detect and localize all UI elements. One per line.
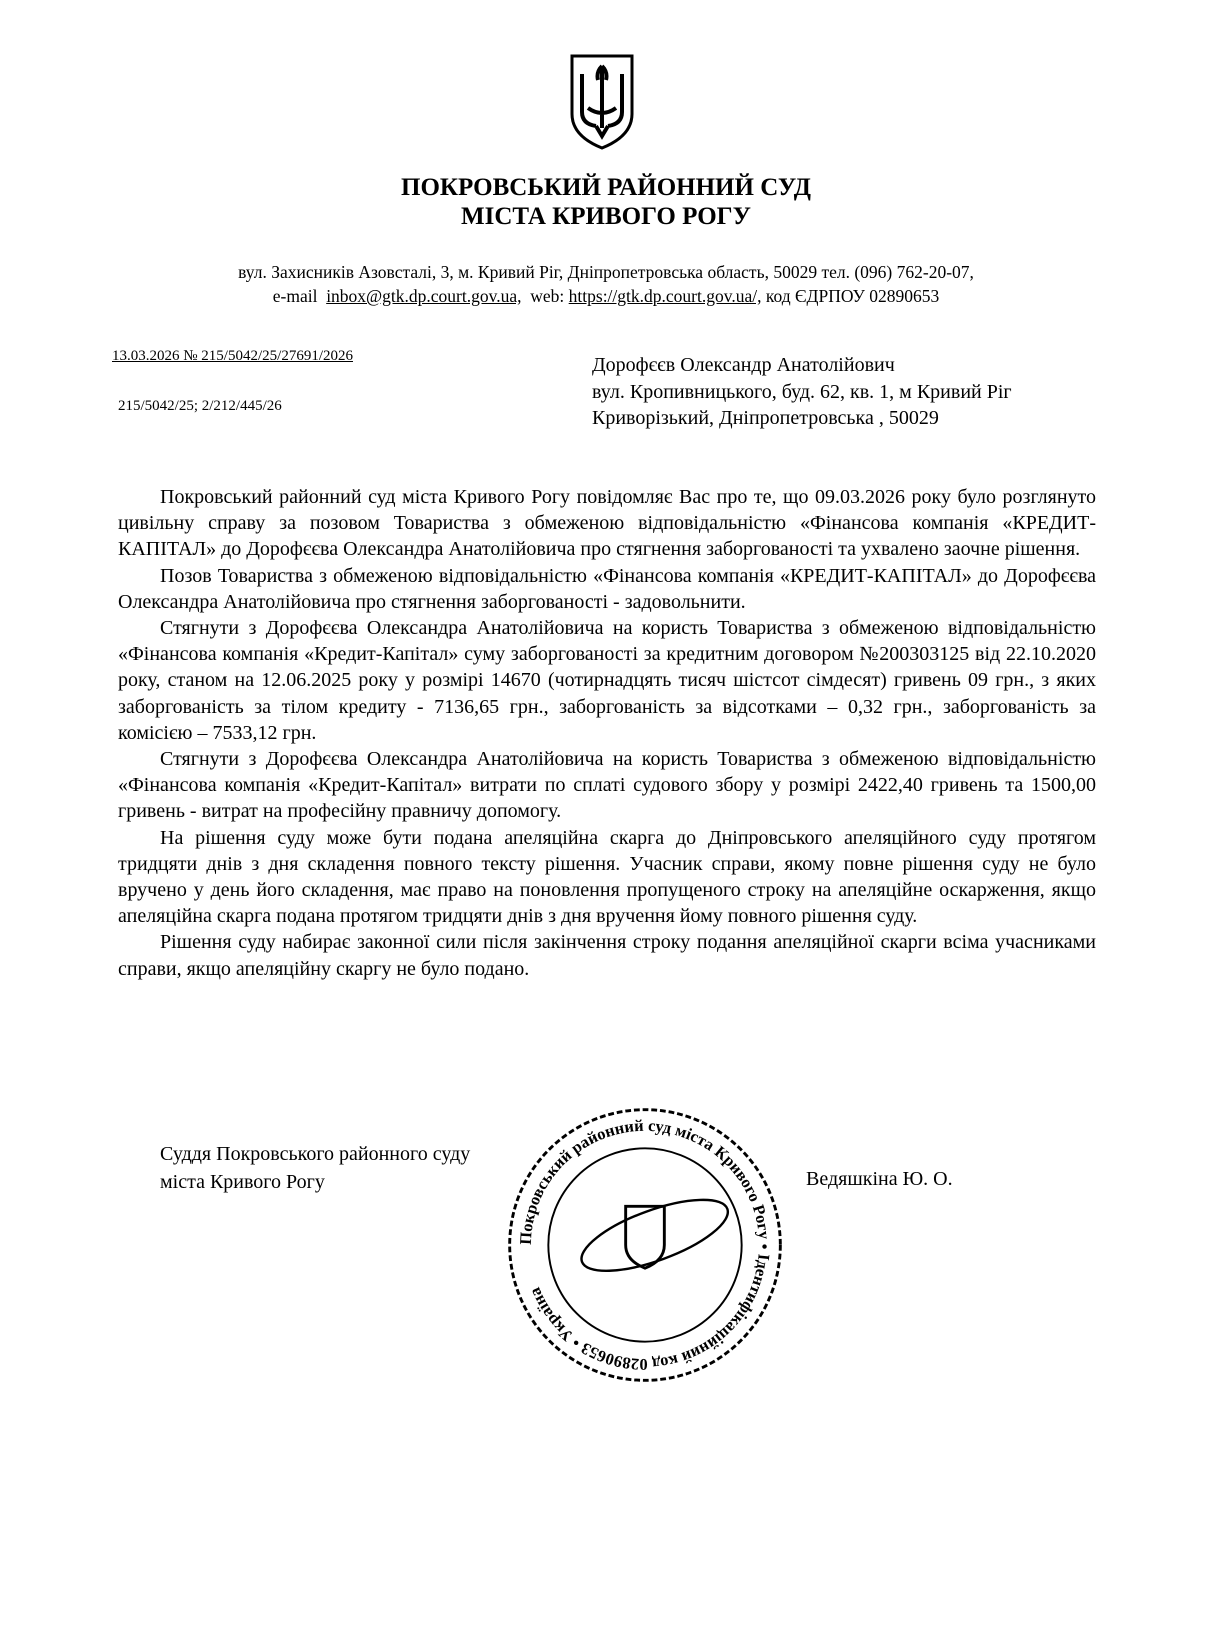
court-name-line1: ПОКРОВСЬКИЙ РАЙОННИЙ СУД [401, 174, 811, 201]
trident-emblem-icon [566, 52, 638, 152]
stamp-text: Покровський районний суд міста Кривого Рогу • Ідентифікаційний код 02890653 • Україна [515, 1115, 775, 1375]
court-name-line2: МІСТА КРИВОГО РОГУ [461, 203, 751, 230]
recipient-region: Криворізький, Дніпропетровська , 50029 [592, 407, 939, 429]
edrpou-code: код ЄДРПОУ 02890653 [765, 286, 940, 306]
outgoing-number: 13.03.2026 № 215/5042/25/27691/2026 [112, 348, 353, 364]
letter-body [118, 484, 1096, 982]
web-link[interactable]: https://gtk.dp.court.gov.ua/, [568, 286, 762, 306]
judge-title-line1: Суддя Покровського районного суду [160, 1143, 471, 1165]
paragraph: На рішення суду може бути подана апеляційна скарга до Дніпровського апеляційного суду протягом тридцяти днів з дня складення повного тексту рішення. Учасник справи, якому повне рішення суду не було вручено у день його складення, має право на поновлення пропущеного строку на апеляційне оскарження, якщо апеляційна скарга подана протягом тридцяти днів з дня вручення йому повного рішення суду. [118, 826, 1096, 928]
signature-block [160, 1140, 470, 1196]
recipient-address: вул. Кропивницького, буд. 62, кв. 1, м Кривий Ріг [592, 380, 1012, 403]
court-name [0, 173, 1212, 231]
paragraph: Стягнути з Дорофєєва Олександра Анатолійовича на користь Товариства з обмеженою відповідальністю «Фінансова компанія «Кредит-Капітал» витрати по сплаті судового збору у розмірі 2422,40 гривень та 1500,00 гривень - витрат на професійну правничу допомогу. [118, 748, 1096, 823]
paragraph: Позов Товариства з обмеженою відповідальністю «Фінансова компанія «КРЕДИТ-КАПІТАЛ» до Дорофєєва Олександра Анатолійовича про стягнення заборгованості - задовольнити. [118, 564, 1096, 613]
recipient-name: Дорофєєв Олександр Анатолійович [592, 354, 895, 376]
court-contacts [0, 260, 1212, 308]
court-seal-stamp [500, 1100, 790, 1390]
paragraph: Стягнути з Дорофєєва Олександра Анатолійовича на користь Товариства з обмеженою відповідальністю «Фінансова компанія «Кредит-Капітал» суму заборгованості за кредитним договором №200303125 від 22.10.2020 року, станом на 12.06.2025 року у розмірі 14670 (чотирнадцять тисяч шістсот сімдесят) гривень 09 грн., з яких заборгованість за тілом кредиту - 7136,65 грн., заборгованість за відсотками – 0,32 грн., заборгованість за комісією – 7533,12 грн. [118, 617, 1096, 744]
web-label: web: [530, 286, 565, 306]
email-label: e-mail [272, 286, 318, 306]
case-numbers: 215/5042/25; 2/212/445/26 [118, 398, 282, 414]
paragraph: Покровський районний суд міста Кривого Рогу повідомляє Вас про те, що 09.03.2026 року було розглянуто цивільну справу за позовом Товариства з обмеженою відповідальністю «Фінансова компанія «КРЕДИТ-КАПІТАЛ» до Дорофєєва Олександра Анатолійовича про стягнення заборгованості та ухвалено заочне рішення. [118, 486, 1096, 561]
judge-name: Ведяшкіна Ю. О. [806, 1168, 953, 1190]
email-link[interactable]: inbox@gtk.dp.court.gov.ua, [326, 286, 522, 306]
recipient [592, 352, 1082, 432]
judge-title-line2: міста Кривого Рогу [160, 1171, 325, 1193]
paragraph: Рішення суду набирає законної сили після закінчення строку подання апеляційної скарги всіма учасниками справи, якщо апеляційну скаргу не було подано. [118, 931, 1096, 980]
court-address: вул. Захисників Азовсталі, 3, м. Кривий Ріг, Дніпропетровська область, 50029 тел. (096) 762-20-07, [238, 262, 974, 282]
